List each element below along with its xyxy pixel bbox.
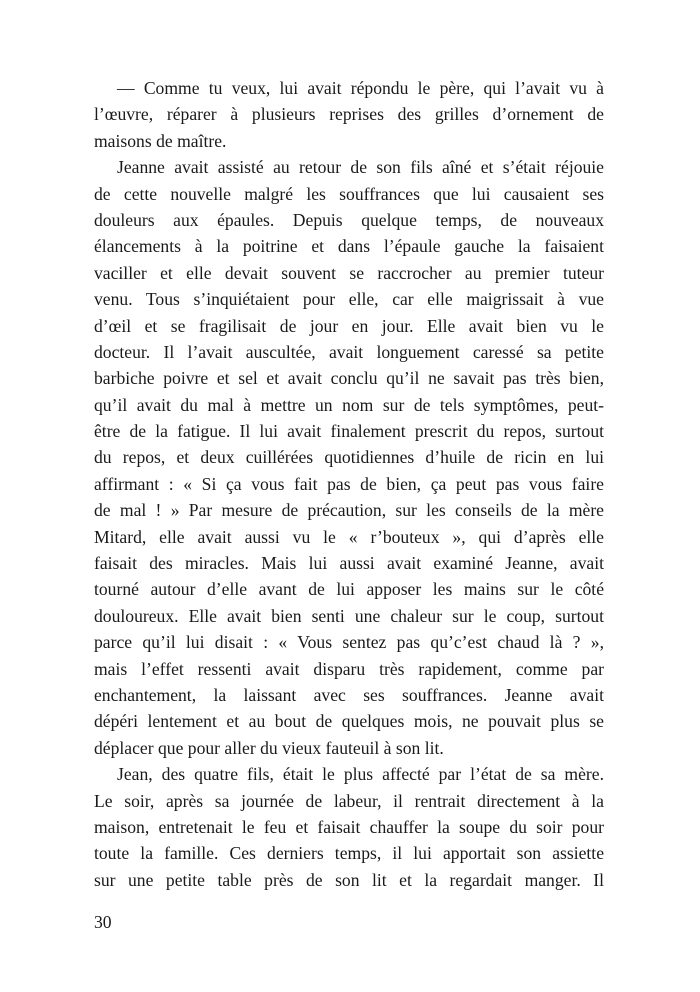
text-line: docteur. Il l’avait auscultée, avait longuement caressé sa petite <box>94 341 604 362</box>
paragraph <box>94 154 604 761</box>
text-line: maison, entretenait le feu et faisait chauffer la soupe du soir pour <box>94 816 604 837</box>
text-line: barbiche poivre et sel et avait conclu qu’il ne savait pas très bien, <box>94 368 604 389</box>
text-line: Jeanne avait assisté au retour de son fils aîné et s’était réjouie <box>117 157 604 178</box>
page-body <box>94 75 604 893</box>
text-line: toute la famille. Ces derniers temps, il lui apportait son assiette <box>94 843 604 864</box>
text-line: faisait des miracles. Mais lui aussi avait examiné Jeanne, avait <box>94 553 604 574</box>
text-line: élancements à la poitrine et dans l’épaule gauche la faisaient <box>94 236 604 257</box>
text-line: maisons de maître. <box>94 130 227 151</box>
text-line: du repos, et deux cuillérées quotidiennes d’huile de ricin en lui <box>94 447 604 468</box>
text-line: douleurs aux épaules. Depuis quelque temps, de nouveaux <box>94 209 604 230</box>
text-line: de mal ! » Par mesure de précaution, sur les conseils de la mère <box>94 500 604 521</box>
text-line: Le soir, après sa journée de labeur, il rentrait directement à la <box>94 790 604 811</box>
text-line: qu’il avait du mal à mettre un nom sur de tels symptômes, peut- <box>94 394 604 415</box>
text-line: mais l’effet ressenti avait disparu très rapidement, comme par <box>94 658 604 679</box>
text-line: parce qu’il lui disait : « Vous sentez pas qu’c’est chaud là ? », <box>94 632 604 653</box>
text-line: — Comme tu veux, lui avait répondu le père, qui l’avait vu à <box>117 78 604 98</box>
text-line: Mitard, elle avait aussi vu le « r’bouteux », qui d’après elle <box>94 526 604 547</box>
text-line: vaciller et elle devait souvent se raccrocher au premier tuteur <box>94 262 604 283</box>
text-line: affirmant : « Si ça vous fait pas de bien, ça peut pas vous faire <box>94 473 604 494</box>
text-line: déplacer que pour aller du vieux fauteuil à son lit. <box>94 737 444 758</box>
text-line: d’œil et se fragilisait de jour en jour. Elle avait bien vu le <box>94 315 604 336</box>
text-line: l’œuvre, réparer à plusieurs reprises des grilles d’ornement de <box>94 104 604 125</box>
text-line: dépéri lentement et au bout de quelques mois, ne pouvait plus se <box>94 711 604 732</box>
text-line: douloureux. Elle avait bien senti une chaleur sur le coup, surtout <box>94 605 604 626</box>
paragraph <box>94 761 604 893</box>
paragraph <box>94 75 604 154</box>
text-line: Jean, des quatre fils, était le plus affecté par l’état de sa mère. <box>117 764 604 785</box>
page-number: 30 <box>94 912 112 932</box>
text-line: être de la fatigue. Il lui avait finalement prescrit du repos, surtout <box>94 421 604 442</box>
text-line: tourné autour d’elle avant de lui apposer les mains sur le côté <box>94 579 604 600</box>
text-line: venu. Tous s’inquiétaient pour elle, car elle maigrissait à vue <box>94 289 604 310</box>
text-line: sur une petite table près de son lit et la regardait manger. Il <box>94 869 604 890</box>
text-line: de cette nouvelle malgré les souffrances que lui causaient ses <box>94 183 604 204</box>
text-line: enchantement, la laissant avec ses souffrances. Jeanne avait <box>94 684 604 705</box>
